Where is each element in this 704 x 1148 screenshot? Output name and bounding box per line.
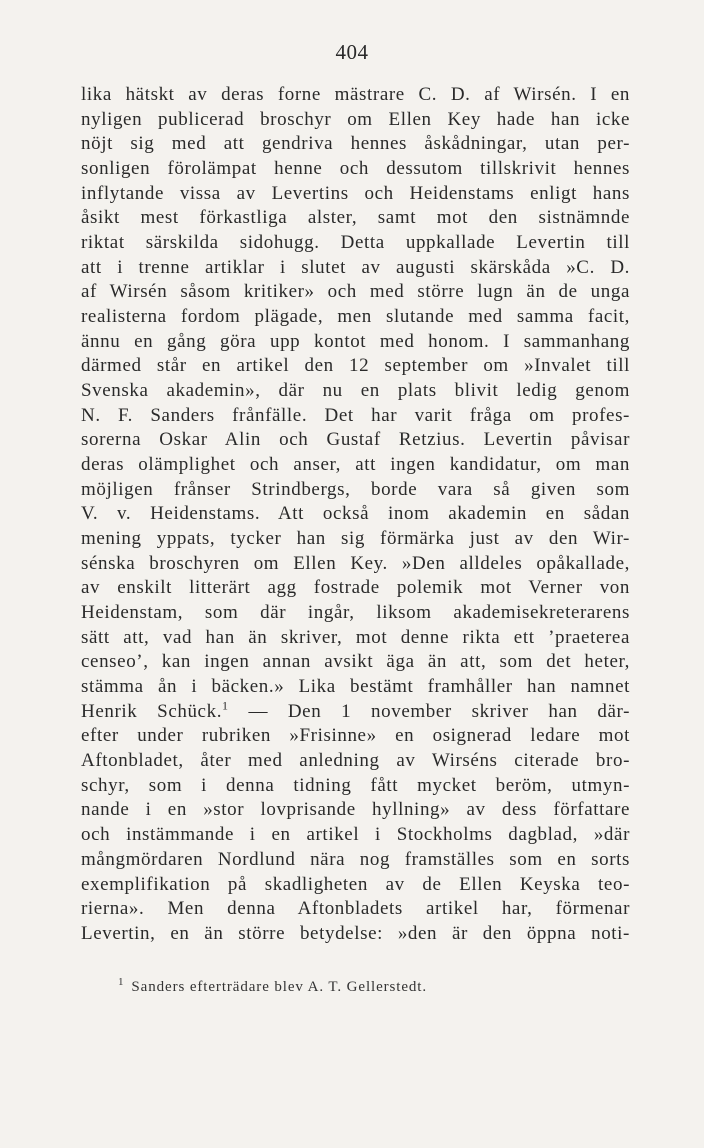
text-segment: — Den 1 november skriver han där- <box>228 700 630 722</box>
text-line: inflytande vissa av Levertins och Heidenstams enligt hans <box>81 182 630 204</box>
text-line: nyligen publicerad broschyr om Ellen Key hade han icke <box>81 108 630 130</box>
footnote-text: Sanders efterträdare blev A. T. Gellerstedt. <box>131 979 428 995</box>
page-number: 404 <box>335 40 369 64</box>
text-line: sorerna Oskar Alin och Gustaf Retzius. Levertin påvisar <box>81 429 630 451</box>
text-line: deras olämplighet och anser, att ingen kandidatur, om man <box>81 454 630 476</box>
text-line: V. v. Heidenstams. Att också inom akademin en sådan <box>81 503 630 525</box>
text-line: sénska broschyren om Ellen Key. »Den alldeles opåkallade, <box>81 552 630 574</box>
text-line: exemplifikation på skadligheten av de Ellen Keyska teo- <box>81 873 630 895</box>
text-line: stämma ån i bäcken.» Lika bestämt framhåller han namnet <box>81 676 630 698</box>
footnote-mark: 1 <box>118 976 125 988</box>
text-line: riktat särskilda sidohugg. Detta uppkallade Levertin till <box>81 232 630 254</box>
text-segment: Henrik Schück. <box>81 700 223 722</box>
text-line: att i trenne artiklar i slutet av augusti skärskåda »C. D. <box>81 256 630 278</box>
text-line: Aftonbladet, åter med anledning av Wirséns citerade bro- <box>81 750 630 772</box>
text-line: N. F. Sanders frånfälle. Det har varit fråga om profes- <box>81 404 630 426</box>
text-line: Svenska akademin», där nu en plats blivit ledig genom <box>81 380 630 402</box>
text-line: efter under rubriken »Frisinne» en osignerad ledare mot <box>81 725 630 747</box>
text-line: och instämmande i en artikel i Stockholms dagblad, »där <box>81 824 630 846</box>
text-line: lika hätskt av deras forne mästrare C. D. af Wirsén. I en <box>81 84 630 105</box>
footnote <box>118 972 427 997</box>
body-text <box>81 83 630 947</box>
text-line: åsikt mest förkastliga alster, samt mot den sistnämnde <box>81 207 630 229</box>
text-line: nande i en »stor lovprisande hyllning» av dess författare <box>81 799 630 821</box>
text-line: Levertin, en än större betydelse: »den är den öppna noti- <box>81 922 630 944</box>
text-line: schyr, som i denna tidning fått mycket beröm, utmyn- <box>81 774 630 796</box>
text-line: nöjt sig med att gendriva hennes åskådningar, utan per- <box>81 133 630 155</box>
text-line: ännu en gång göra upp kontot med honom. I sammanhang <box>81 330 630 352</box>
footnote-reference: 1 <box>222 699 229 713</box>
text-line: mening yppats, tycker han sig förmärka just av den Wir- <box>81 528 630 550</box>
text-line: sätt att, vad han än skriver, mot denne rikta ett ’praeterea <box>81 626 630 648</box>
text-line: rierna». Men denna Aftonbladets artikel har, förmenar <box>81 898 630 920</box>
text-line: av enskilt litterärt agg fostrade polemik mot Verner von <box>81 577 630 599</box>
text-line: möjligen frånser Strindbergs, borde vara så given som <box>81 478 630 500</box>
text-line: censeo’, kan ingen annan avsikt äga än att, som det heter, <box>81 651 630 673</box>
text-line: mångmördaren Nordlund nära nog framställes som en sorts <box>81 848 630 870</box>
text-line: därmed står en artikel den 12 september om »Invalet till <box>81 355 630 377</box>
text-line-with-footnote-ref <box>81 700 630 725</box>
text-line: af Wirsén såsom kritiker» och med större lugn än de unga <box>81 281 630 303</box>
text-line: realisterna fordom plägade, men slutande med samma facit, <box>81 306 630 328</box>
text-line: sonligen förolämpat henne och dessutom tillskrivit hennes <box>81 158 630 180</box>
text-line: Heidenstam, som där ingår, liksom akademisekreterarens <box>81 602 630 624</box>
